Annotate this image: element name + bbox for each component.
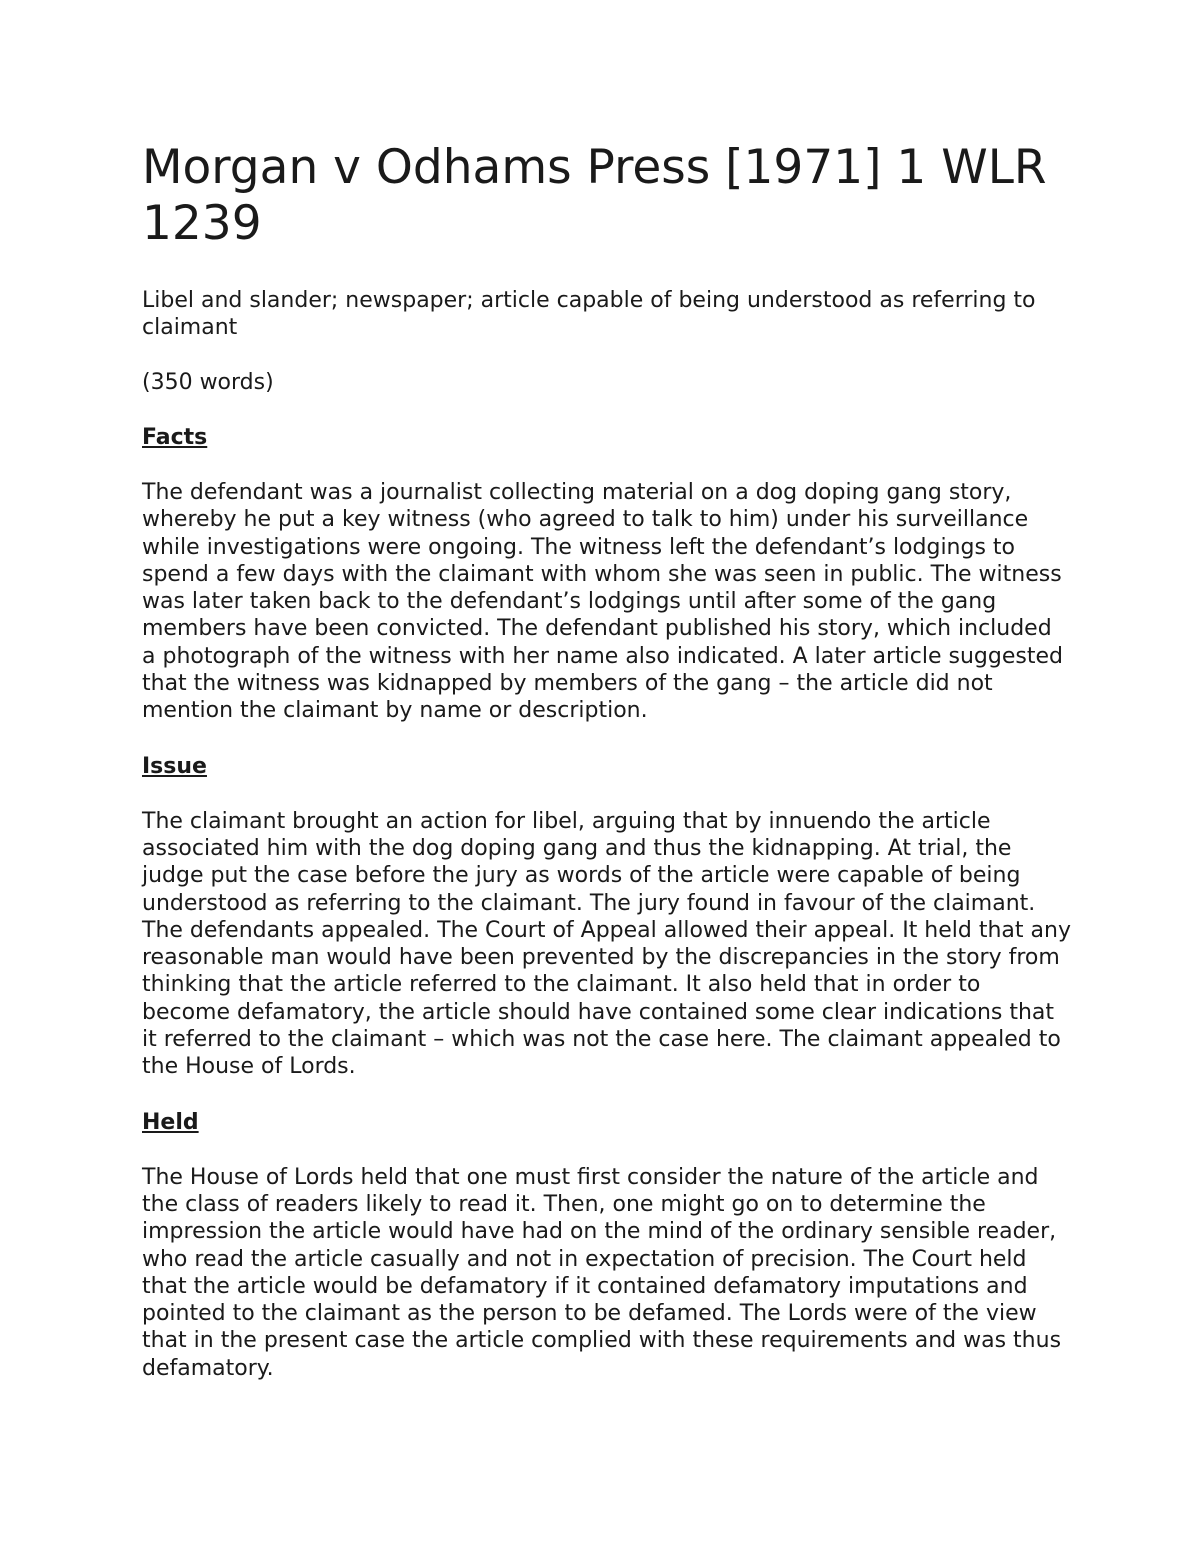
section-heading: Facts xyxy=(142,425,208,450)
section-heading: Issue xyxy=(142,753,207,779)
document-subtitle: Libel and slander; newspaper; article capable of being understood as referring to claimant xyxy=(142,288,1036,340)
section-body: The House of Lords held that one must first consider the nature of the article and the class of readers likely to read it. Then, one might go on to determine the impression the article would have had on the mind of the ordinary sensible reader, who read the article casually and not in expectation of precision. The Court held that the article would be defamatory if it contained defamatory imputations and pointed to the claimant as the person to be defamed. The Lords were of the view that in the present case the article complied with these requirements and was thus defamatory. xyxy=(142,1164,1062,1381)
section-body: The defendant was a journalist collecting material on a dog doping gang story, whereby he put a key witness (who agreed to talk to him) under his surveillance while investigations were ongoing. The witness left the defendant’s lodgings to spend a few days with the claimant with whom she was seen in public. The witness was later taken back to the defendant’s lodgings until after some of the gang members have been convicted. The defendant published his story, which included a photograph of the witness with her name also indicated. A later article suggested that the witness was kidnapped by members of the gang – the article did not mention the claimant by name or description. xyxy=(142,480,1063,724)
document-title: Morgan v Odhams Press [1971] 1 WLR 1239 xyxy=(142,140,1047,251)
section-facts xyxy=(142,424,1072,725)
section-issue xyxy=(142,753,1072,1081)
section-held xyxy=(142,1109,1072,1382)
document-page xyxy=(142,140,1072,1410)
word-count: (350 words) xyxy=(142,370,274,395)
section-body: The claimant brought an action for libel, arguing that by innuendo the article associated him with the dog doping gang and thus the kidnapping. At trial, the judge put the case before the jury as words of the article were capable of being understood as referring to the claimant. The jury found in favour of the claimant. The defendants appealed. The Court of Appeal allowed their appeal. It held that any reasonable man would have been prevented by the discrepancies in the story from thinking that the article referred to the claimant. It also held that in order to become defamatory, the article should have contained some clear indications that it referred to the claimant – which was not the case here. The claimant appealed to the House of Lords. xyxy=(142,808,1071,1080)
section-heading: Held xyxy=(142,1109,199,1135)
